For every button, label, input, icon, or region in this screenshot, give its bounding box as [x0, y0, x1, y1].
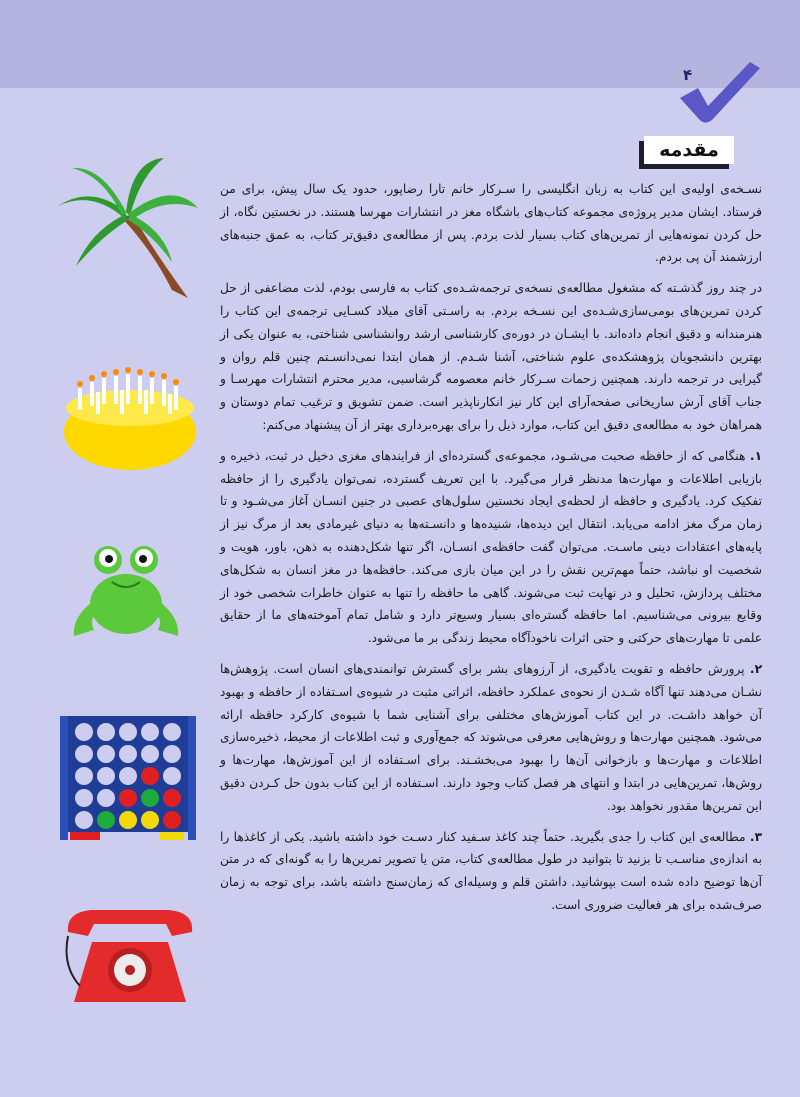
- telephone-icon: [62, 906, 198, 1010]
- page-number: ۴: [683, 66, 693, 84]
- frog-icon: [68, 538, 184, 644]
- point-1-number: ۱.: [749, 448, 763, 463]
- point-3: [220, 826, 762, 917]
- point-2-number: ۲.: [749, 661, 763, 676]
- page-title: مقدمه: [659, 139, 719, 161]
- title-box: [644, 136, 734, 164]
- point-2-text: پرورش حافظه و تقویت یادگیری، از آرزوهای بشر برای گسترش توانمندی‌های انسان است. پژوهش‌ها نشـان می‌دهند تنها آگاه شـدن از نحوه‌ی عملکرد حافظه، اثراتی مثبت در شیوه‌ی اسـتفاده از حافظه و بهبود آن خواهد داشـت. در این کتاب آموزش‌های مختلفی برای آشنایی شما با شیوه‌ی کارکرد حافظه ارائه می‌شود. همچنین مهارت‌ها و روش‌هایی معرفی می‌شوند که جمع‌آوری و ثبت اطلاعات از محیط، ذخیره‌سازی اطلاعات و مهارت‌ها و بازخوانی آن‌ها را بهبود می‌بخشـند. برای اسـتفاده از این آموزش‌ها، مهارت‌ها و روش‌ها، تمرین‌هایی در ابتدا و انتهای هر فصل کتاب وجود دارند. اسـتفاده از این کتاب بدون حل کـردن دقیق این تمرین‌ها مقدور نخواهد بود.: [220, 661, 762, 813]
- birthday-cake-icon: [58, 348, 202, 476]
- point-3-text: مطالعه‌ی این کتاب را جدی بگیرید. حتماً چند کاغذ سـفید کنار دسـت خود داشته باشید. یکی از کاغذها را به اندازه‌ی مناسـب تا بزنید تا بتوانید در طول مطالعه‌ی کتاب، متن یا تصویر تمرین‌ها را به گونه‌ای که در متن آن‌ها توضیح داده شده است بپوشانید. داشتن قلم و وسیله‌ای که زمان‌سنج داشته باشد، برای توجه به زمان صرف‌شده برای هر فعالیت ضروری است.: [220, 829, 762, 912]
- intro-paragraph-2: در چند روز گذشـته که مشغول مطالعه‌ی نسخه‌ی ترجمه‌شـده‌ی کتاب به فارسی بودم، لذت مضاعفی از حل کردن تمرین‌های بومی‌سازی‌شـده‌ی این نسـخه بردم. به راسـتی آقای میلاد کسـایی ترجمه‌ی این کتاب را هنرمندانه و دقیق انجام داده‌اند. با ایشـان در دوره‌ی کارشناسی ارشد روانشناسی شناختی، به عنوان یکی از بهترین دانشجویان پژوهشکده‌ی علوم شناختی، آشنا شـدم. از همان ابتدا نمی‌دانسـتم چنین قلم روان و گیرایی در ترجمه دارند. همچنین زحمات سـرکار خانم معصومه گرشاسبی، مدیر محترم انتشارات مهرسـا و جناب آقای آرش ساریخانی صفحه‌آرای این کار نیز انکارناپذیر است. ضمن تشویق و ترغیب تمام دوستان و همراهان خود به مطالعه‌ی دقیق این کتاب، موارد ذیل را برای بهره‌برداری بهتر از آن پیشنهاد می‌کنم:: [220, 281, 762, 432]
- point-1: [220, 445, 762, 650]
- point-1-text: هنگامی که از حافظه صحبت می‌شـود، مجموعه‌ی گسترده‌ای از فرایندهای مغزی دخیل در ثبت، ذخیره و بازیابی اطلاعات و مهارت‌ها مدنظر قرار می‌گیرد. با این تعریف گسترده، نمی‌توان یادگیری را از حافظه تفکیک کرد. یادگیری و حافظه از لحظه‌ی ایجاد نخستین سلول‌های عصبی در جنین انسـان آغاز می‌شـود و تا زمان مرگ مغز ادامه می‌یابد. انتقال این دیده‌ها، شنیده‌ها و دانسـته‌ها به دنیای غیرمادی بعد از مرگ نیز از پایه‌های اعتقادات دینی ماسـت. می‌توان گفت حافظه‌ی انسـان، اگر تنها شکل‌دهنده به ذهن، باور، هویت و شخصیت او نباشد، حتماً مهم‌ترین نقش را در این میان بازی می‌کند. حافظه‌ها در مغز انسان به شکل‌های مختلف پردازش، تحلیل و در نهایت ثبت می‌شوند. گاهی ما حافظه را تنها به عنوان خاطرات شخصی خود از وقایع بیرونی می‌شناسیم. اما حافظه گستره‌ای بسیار وسیع‌تر دارد و شامل تمام آموخته‌های ما از حقایق علمی تا مهارت‌های حرکتی و حتی اثرات ناخودآگاه محیط زندگی بر ما می‌شود.: [220, 448, 762, 646]
- point-2: [220, 658, 762, 818]
- intro-paragraph-1: نسـخه‌ی اولیه‌ی این کتاب به زبان انگلیسی را سـرکار خانم تارا رضاپور، حدود یک سال پیش، برای من فرستاد. ایشان مدیر پروژه‌ی مجموعه کتاب‌های باشگاه مغز در انتشارات مهرسا هستند. در نخستین نگاه، از حل کردن نمونه‌هایی از تمرین‌های کتاب بسیار لذت بردم. پس از مطالعه‌ی دقیق‌تر کتاب، به عمق جنبه‌های ارزشمند آن پی بردم.: [220, 182, 762, 265]
- palm-tree-icon: [52, 150, 200, 302]
- connect-four-icon: [58, 714, 198, 848]
- content: [220, 178, 762, 925]
- point-3-number: ۳.: [749, 829, 763, 844]
- checkmark-icon: [674, 58, 764, 126]
